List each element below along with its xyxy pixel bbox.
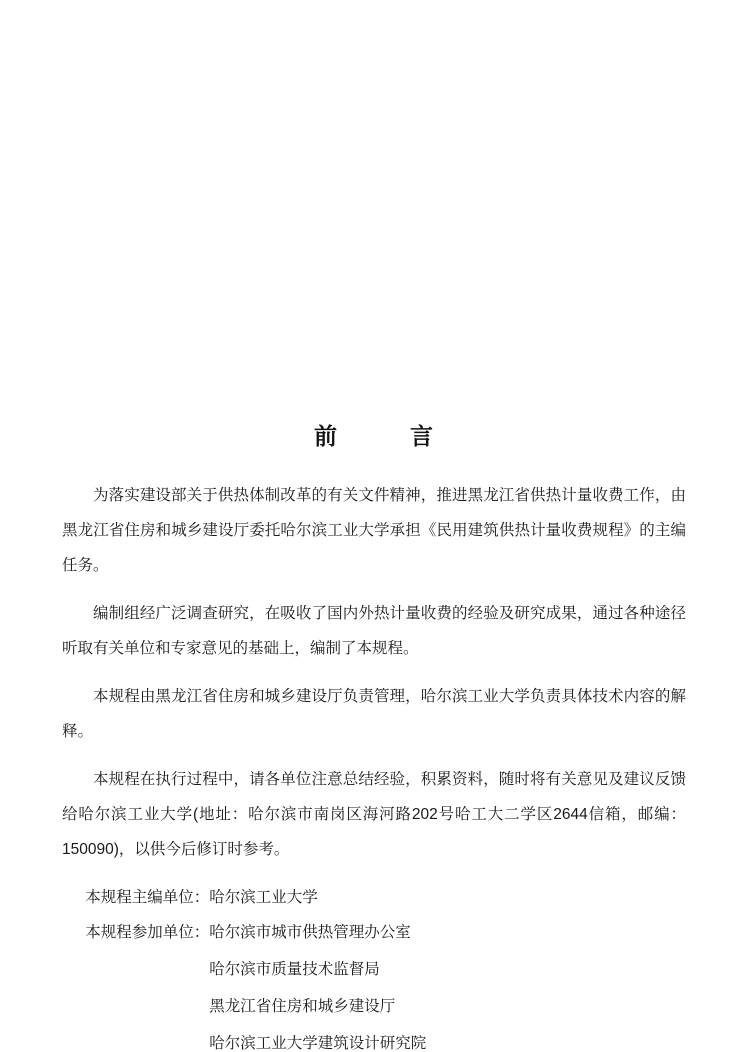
paragraph-management: 本规程由黑龙江省住房和城乡建设厅负责管理，哈尔滨工业大学负责具体技术内容的解释。 (62, 688, 686, 740)
paragraph-feedback-address: 本规程在执行过程中，请各单位注意总结经验，积累资料，随时将有关意见及建议反馈给哈尔滨工业大学(地址：哈尔滨市南岗区海河路202号哈工大二学区2644信箱，邮编：150090)，以供今后修订时参考。 (62, 771, 686, 858)
participant-label: 本规程参加单位： (85, 924, 210, 941)
participant-line (62, 915, 686, 950)
participant-unit-housing-dept: 黑龙江省住房和城乡建设厅 (209, 998, 396, 1015)
participant-unit-design-institute: 哈尔滨工业大学建筑设计研究院 (209, 1035, 427, 1052)
foreword-section (62, 420, 686, 1052)
participant-value-first: 哈尔滨市城市供热管理办公室 (209, 924, 411, 941)
chief-editor-line (62, 880, 686, 915)
foreword-title: 前 言 (314, 423, 434, 449)
participant-unit-quality-bureau: 哈尔滨市质量技术监督局 (209, 961, 380, 978)
chief-editor-value: 哈尔滨工业大学 (209, 889, 318, 906)
units-list (62, 880, 686, 1052)
paragraph-drafting-process: 编制组经广泛调查研究，在吸收了国内外热计量收费的经验及研究成果，通过各种途径听取有关单位和专家意见的基础上，编制了本规程。 (62, 605, 686, 657)
chief-editor-label: 本规程主编单位： (85, 889, 210, 906)
paragraph-background: 为落实建设部关于供热体制改革的有关文件精神，推进黑龙江省供热计量收费工作，由黑龙江省住房和城乡建设厅委托哈尔滨工业大学承担《民用建筑供热计量收费规程》的主编任务。 (62, 487, 686, 574)
